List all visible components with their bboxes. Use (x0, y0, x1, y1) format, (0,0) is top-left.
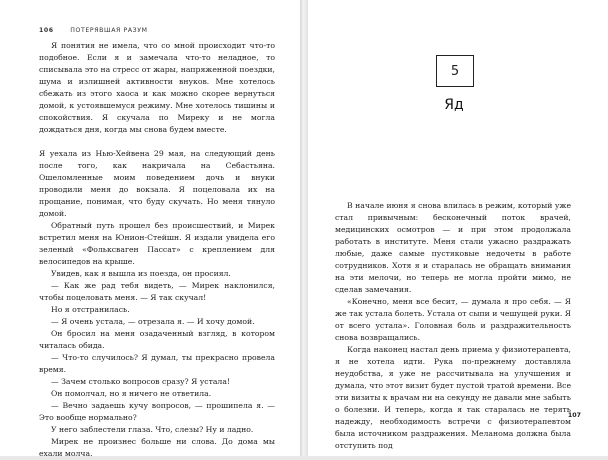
paragraph: Я понятия не имела, что со мной происходит что-то подобное. Если я и замечала что-то неладное, то списывала это на стресс от жары, напряженной поездки, шума и излишней активности внуков. Мне хотелось сбежать из этого хаоса и как можно скорее вернуться домой, к устоявшемуся режиму. Мне хотелось тишины и спокойствия. Я скучала по Миреку и не могла дождаться дня, когда мы снова будем вместе. (39, 41, 275, 134)
paragraph: «Конечно, меня все бесит, — думала я про себя. — Я же так устала болеть. Устала от сыпи и чешущей руки. Я от всего устала». Головная боль и раздражительность снова возвращались. (335, 297, 571, 342)
chapter-title: Яд (444, 97, 464, 113)
paragraph: — Вечно задаешь кучу вопросов, — прошипела я. — Это вообще нормально? (39, 401, 275, 422)
running-header (39, 27, 148, 34)
paragraph: Обратный путь прошел без происшествий, и Мирек встретил меня на Юнион-Стейшн. Я издали увидела его зеленый «Фольксваген Пассат» с креплением для велосипедов на крыше. (39, 221, 275, 266)
book-gutter (300, 0, 308, 456)
paragraph: В начале июня я снова влилась в режим, который уже стал привычным: бесконечный поток врачей, медицинских осмотров — и при этом продолжала работать в институте. Меня стали ужасно раздражать любые, даже самые пустяковые недочеты в работе сотрудников. Хотя я и старалась не обращать внимания на эти мелочи, но теперь не могла пройти мимо, не сделав замечания. (335, 201, 571, 294)
chapter-number-box (436, 55, 474, 87)
left-body-text (39, 40, 275, 460)
right-body-text (335, 200, 571, 452)
paragraph: Увидев, как я вышла из поезда, он просиял. (51, 269, 231, 278)
paragraph: — Как же рад тебя видеть, — Мирек наклонился, чтобы поцеловать меня. — Я так скучал! (39, 281, 275, 302)
left-page (0, 0, 300, 456)
paragraph: Я уехала из Нью-Хейвена 29 мая, на следующий день после того, как накричала на Себастьяна. Ошеломленные моим поведением дочь и внуки проводили меня до вокзала. Я поцеловала их на прощание, понимая, что буду скучать. Но меня тянуло домой. (39, 149, 275, 218)
paragraph: Мирек не произнес больше ни слова. До дома мы ехали молча. (39, 437, 275, 458)
paragraph: Когда наконец настал день приема у физиотерапевта, я не хотела идти. Рука по-прежнему доставляла неудобства, я уже не рассчитывала на улучшения и думала, что этот визит будет пустой тратой времени. Все эти визиты к врачам ни на секунду не давали мне забыть о болезни. И теперь, когда я так старалась не терять надежду, необходимость встречи с физиотерапевтом была источником раздражения. Меланома должна была отступить под (335, 345, 571, 450)
paragraph: Он бросил на меня озадаченный взгляд, в котором читалась обида. (39, 329, 275, 350)
chapter-number: 5 (450, 63, 460, 79)
running-head-title: ПОТЕРЯВШАЯ РАЗУМ (70, 27, 148, 34)
paragraph: Он помолчал, но я ничего не ответила. (51, 389, 212, 398)
paragraph: — Зачем столько вопросов сразу? Я устала! (51, 377, 230, 386)
paragraph: — Что-то случилось? Я думал, ты прекрасно провела время. (39, 353, 275, 374)
paragraph: — Я очень устала, — отрезала я. — И хочу домой. (51, 317, 255, 326)
page-number-right: 107 (567, 412, 581, 419)
paragraph: Но я отстранилась. (51, 305, 130, 314)
page-number-left: 106 (39, 27, 54, 34)
paragraph: У него заблестели глаза. Что, слезы? Ну и ладно. (51, 425, 254, 434)
right-page (308, 0, 608, 456)
